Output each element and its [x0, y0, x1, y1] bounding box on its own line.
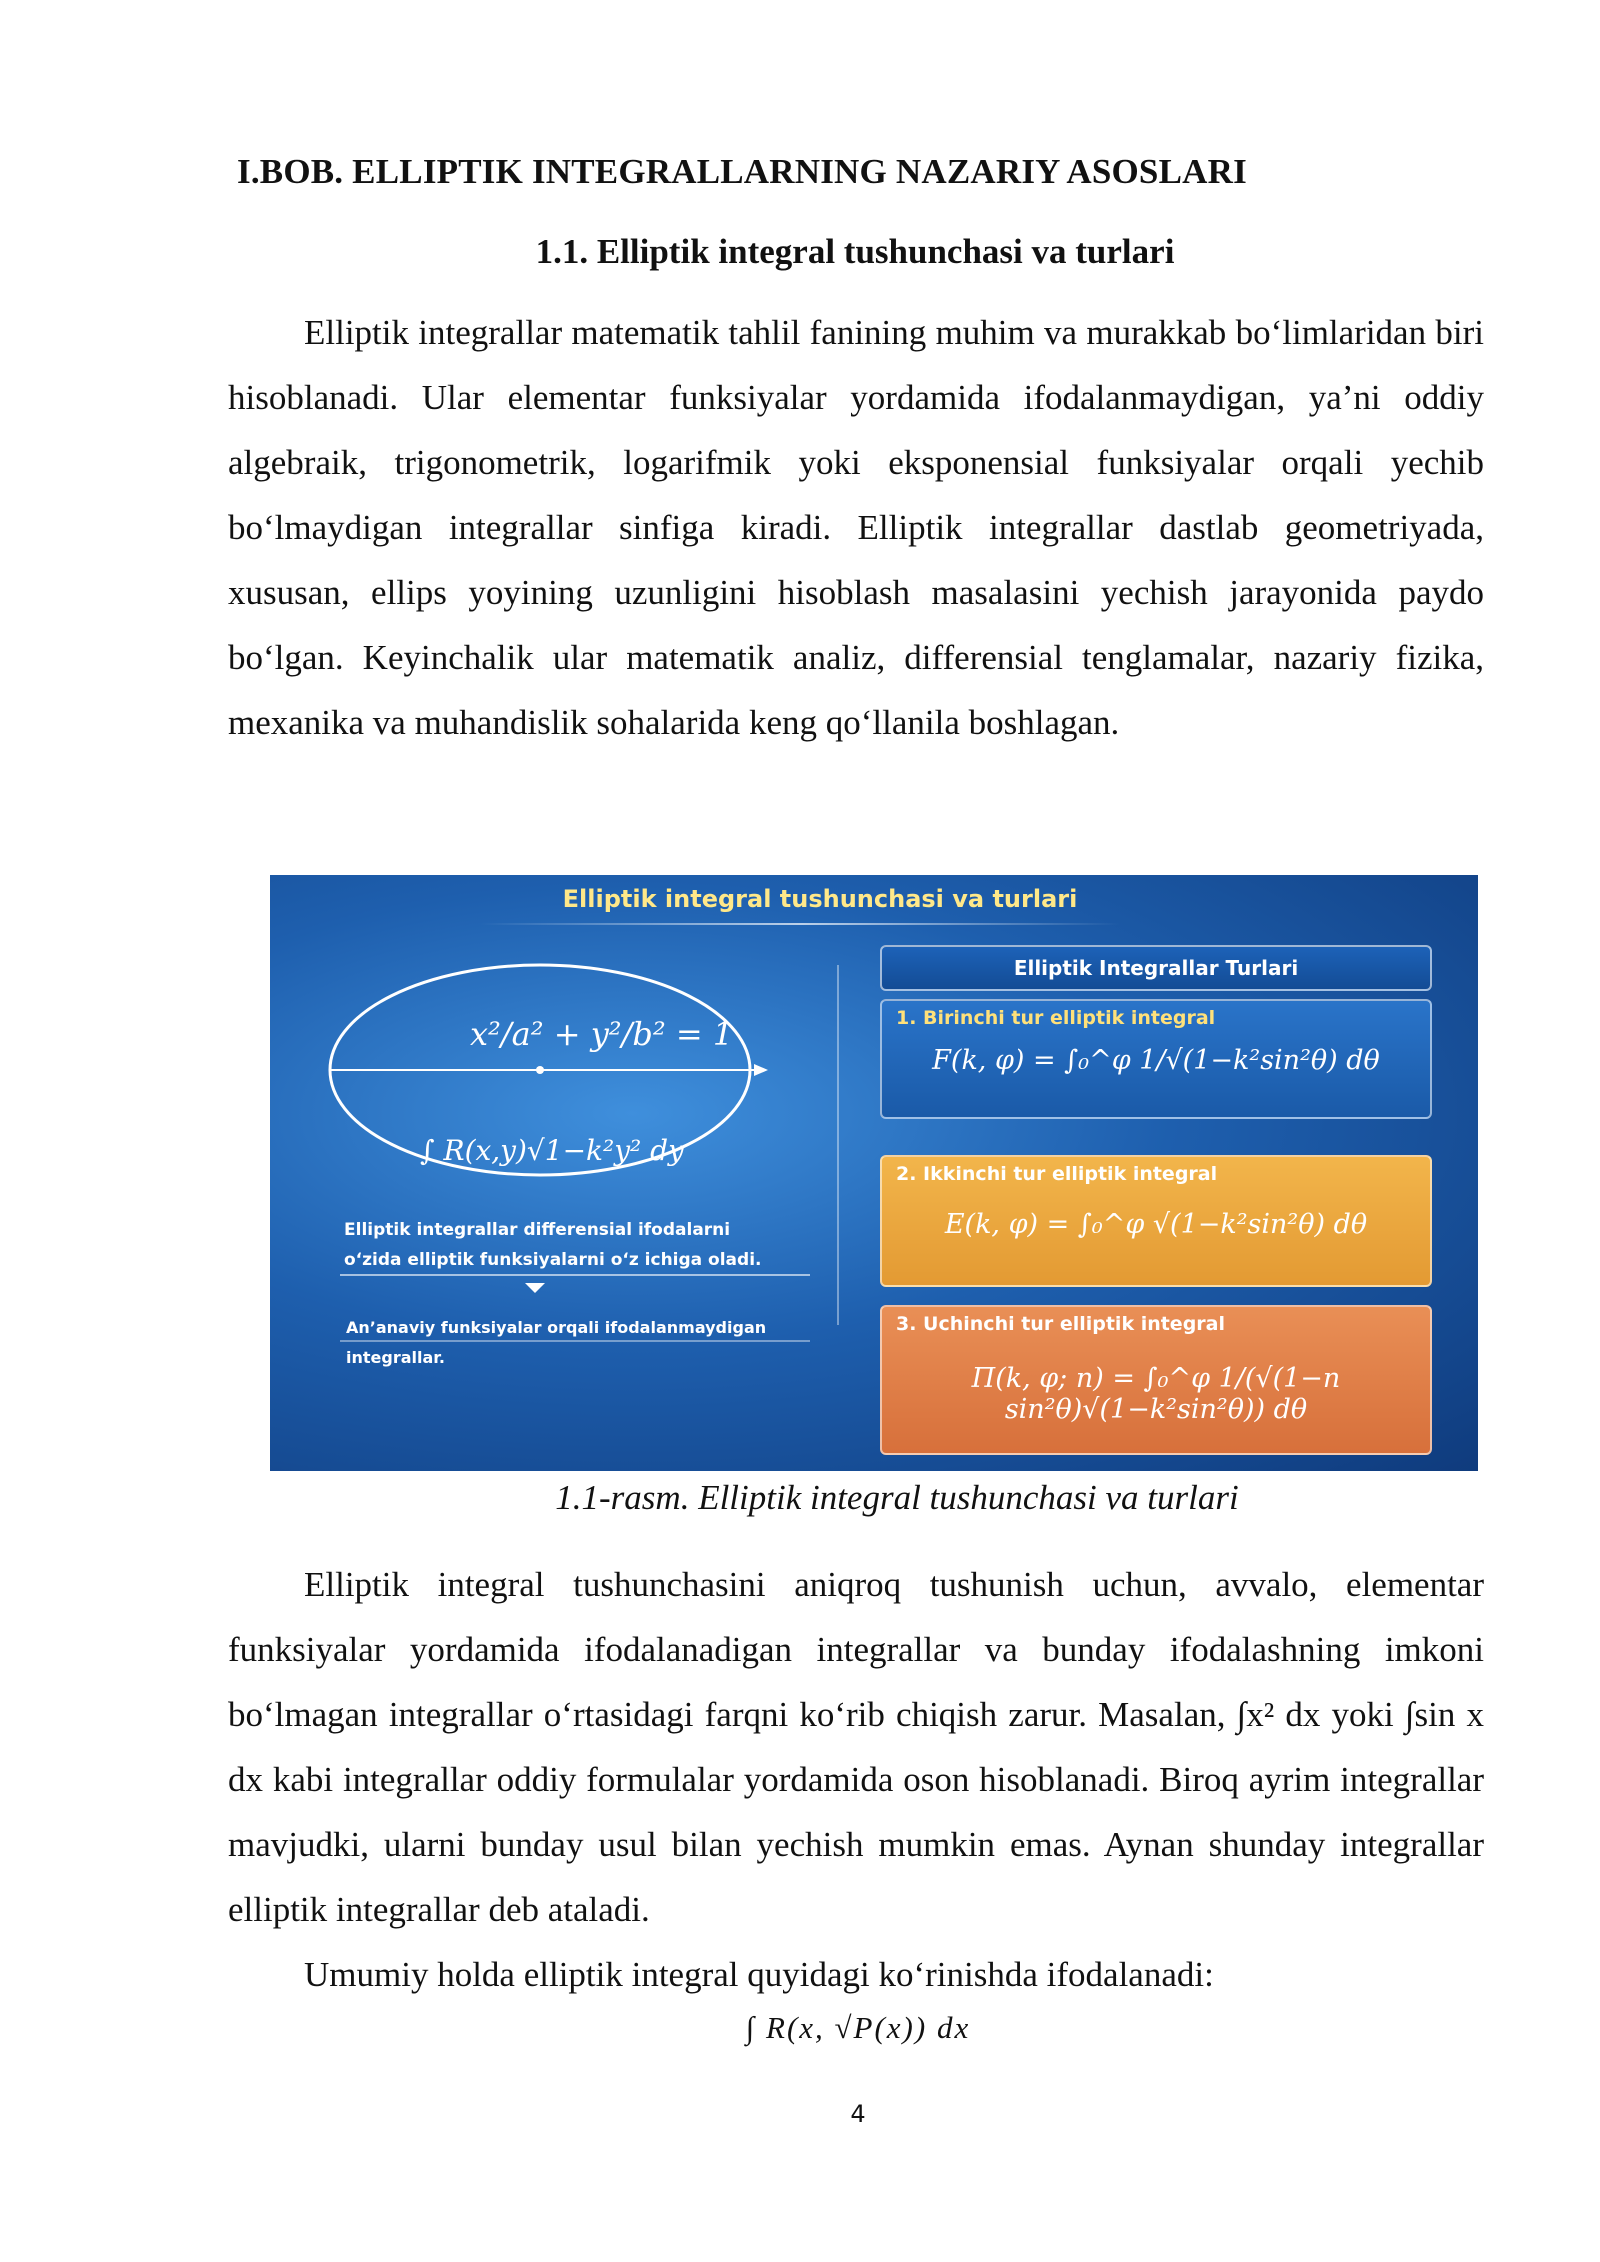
figure-text-1: Elliptik integrallar differensial ifodalarni o‘zida elliptik funksiyalarni o‘z ichiga oladi. [344, 1220, 762, 1270]
paragraph-general-form-text: Umumiy holda elliptik integral quyidagi ko‘rinishda ifodalanadi: [304, 1955, 1214, 1994]
x-axis-arrow [754, 1064, 768, 1076]
panel-second-kind [880, 1155, 1432, 1287]
figure-elliptic-integrals [270, 875, 1478, 1471]
panel-header: Elliptik Integrallar Turlari [880, 945, 1432, 991]
integral-expression: ∫ R(x,y)√1−k²y² dy [420, 1134, 684, 1167]
paragraph-intro-text: Elliptik integrallar matematik tahlil fanining muhim va murakkab bo‘limlaridan biri hisoblanadi. Ular elementar funksiyalar yordamida ifodalanmaydigan, ya’ni oddiy algebraik, trigonometrik, logarifmik yoki eksponensial funksiyalar orqali yechib bo‘lmaydigan integrallar sinfiga kiradi. Elliptik integrallar dastlab geometriyada, xususan, ellips yoyining uzunligini hisoblash masalasini yechish jarayonida paydo bo‘lgan. Keyinchalik ular matematik analiz, differensial tenglamalar, nazariy fizika, mexanika va muhandislik sohalarida keng qo‘llanila boshlagan. [228, 313, 1484, 742]
figure-caption: 1.1-rasm. Elliptik integral tushunchasi va turlari [555, 1478, 1239, 1517]
panel-third-kind-label: 3. Uchinchi tur elliptik integral [896, 1313, 1226, 1335]
general-formula: ∫ R(x, √P(x)) dx [745, 2010, 971, 2045]
chapter-title: I.BOB. ELLIPTIK INTEGRALLARNING NAZARIY ASOSLARI [237, 152, 1247, 191]
figure-text-2: An’anaviy funksiyalar orqali ifodalanmaydigan integrallar. [346, 1318, 767, 1367]
ellipse-center [536, 1066, 544, 1074]
figure-title: Elliptik integral tushunchasi va turlari [562, 885, 1078, 913]
paragraph-general-form [228, 1942, 1484, 2007]
page-number: 4 [850, 2100, 866, 2128]
panel-first-kind-formula: F(k, φ) = ∫₀^φ 1/√(1−k²sin²θ) dθ [932, 1045, 1380, 1076]
divider-arrow [525, 1283, 545, 1293]
panel-second-kind-formula: E(k, φ) = ∫₀^φ √(1−k²sin²θ) dθ [944, 1209, 1368, 1240]
panel-second-kind-label: 2. Ikkinchi tur elliptik integral [896, 1163, 1218, 1185]
section-title: 1.1. Elliptik integral tushunchasi va turlari [535, 232, 1175, 271]
paragraph-explanation [228, 1552, 1484, 1942]
paragraph-intro [228, 300, 1484, 755]
panel-first-kind-label: 1. Birinchi tur elliptik integral [896, 1007, 1216, 1029]
panel-third-kind-formula: Π(k, φ; n) = ∫₀^φ 1/(√(1−n sin²θ)√(1−k²sin²θ)) dθ [971, 1363, 1341, 1425]
ellipse-equation: x²/a² + y²/b² = 1 [470, 1015, 734, 1053]
panel-third-kind [880, 1305, 1432, 1455]
ellipse-diagram [270, 875, 870, 1471]
panel-first-kind [880, 999, 1432, 1119]
paragraph-explanation-text: Elliptik integral tushunchasini aniqroq tushunish uchun, avvalo, elementar funksiyalar yordamida ifodalanadigan integrallar va bunday ifodalashning imkoni bo‘lmagan integrallar o‘rtasidagi farqni ko‘rib chiqish zarur. Masalan, ∫x² dx yoki ∫sin x dx kabi integrallar oddiy formulalar yordamida oson hisoblanadi. Biroq ayrim integrallar mavjudki, ularni bunday usul bilan yechish mumkin emas. Aynan shunday integrallar elliptik integrallar deb ataladi. [228, 1565, 1484, 1929]
